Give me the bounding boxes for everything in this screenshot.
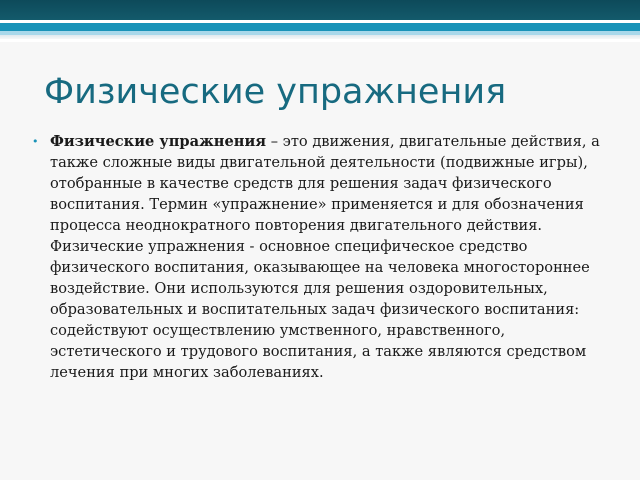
bullet-icon: • xyxy=(32,135,39,148)
list-item xyxy=(32,131,607,383)
header-band-dark-stripe xyxy=(0,0,640,20)
header-band-shadow xyxy=(0,35,640,39)
definition-text: – это движения, двигательные действия, а также сложные виды двигательной деятельности (подвижные игры), отобранные в качестве средств для решения задач физического воспитания. Термин «упражнение» применяется и для обозначения процесса неоднократного повторения двигательного действия. Физические упражнения - основное специфическое средство физического воспитания, оказывающее на человека многостороннее воздействие. Они используются для решения оздоровительных, образовательных и воспитательных задач физического воспитания: содействуют осуществлению умственного, нравственного, эстетического и трудового воспитания, а также являются средством лечения при многих заболеваниях. xyxy=(50,133,600,381)
header-band xyxy=(0,0,640,42)
content-list xyxy=(32,131,607,383)
definition-term: Физические упражнения xyxy=(50,133,267,150)
slide-title: Физические упражнения xyxy=(44,72,507,112)
header-band-blue-stripe xyxy=(0,23,640,31)
